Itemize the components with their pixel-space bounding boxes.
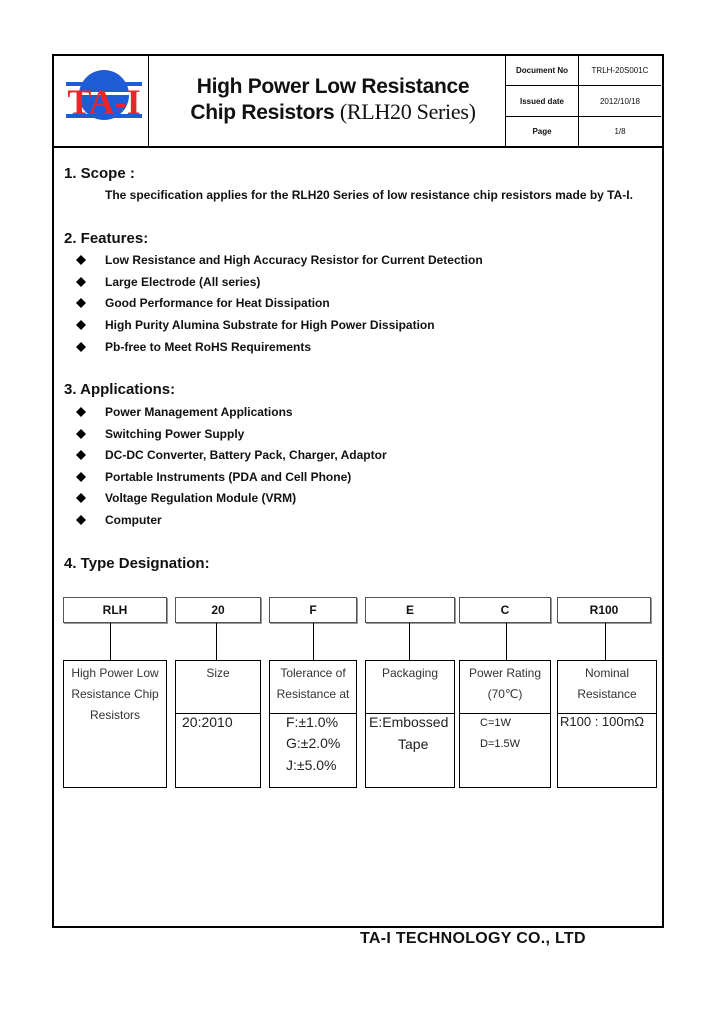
diamond-bullet-icon	[76, 472, 86, 482]
doc-no-label: Document No	[516, 66, 568, 75]
tolerance-value: G:±2.0%	[286, 735, 341, 751]
code-box-resistance: R100	[557, 597, 651, 623]
application-item: Computer	[105, 513, 162, 527]
code-box-size: 20	[175, 597, 261, 623]
connector-line	[313, 623, 314, 660]
desc-cell-tolerance	[269, 660, 357, 788]
series-desc-line: High Power Low	[71, 666, 159, 680]
series-desc-line: Resistors	[89, 708, 140, 722]
packaging-header: Packaging	[381, 666, 439, 680]
power-value: C=1W	[480, 717, 511, 729]
connector-line	[506, 623, 507, 660]
feature-item: Pb-free to Meet RoHS Requirements	[105, 340, 312, 354]
power-value: D=1.5W	[480, 738, 521, 750]
diamond-bullet-icon	[76, 493, 86, 503]
scope-text: The specification applies for the RLH20 Series of low resistance chip resistors made by TA-I.	[105, 188, 633, 202]
title-line-2	[150, 99, 516, 125]
code-box-tolerance: F	[269, 597, 357, 623]
feature-item: Large Electrode (All series)	[105, 275, 261, 289]
packaging-value: Tape	[398, 736, 429, 752]
diamond-bullet-icon	[76, 298, 86, 308]
diamond-bullet-icon	[76, 429, 86, 439]
applications-heading: 3. Applications:	[64, 381, 176, 398]
feature-item: Low Resistance and High Accuracy Resistor for Current Detection	[105, 253, 483, 267]
header-row-divider	[505, 116, 661, 117]
page-label: Page	[532, 127, 552, 136]
cell-divider	[460, 713, 550, 714]
diamond-bullet-icon	[76, 342, 86, 352]
title-main: Chip Resistors	[190, 101, 335, 124]
tolerance-header-line: Tolerance of	[280, 666, 346, 680]
code-box-series: RLH	[63, 597, 167, 623]
series-desc-line: Resistance Chip	[71, 687, 159, 701]
power-header-line: Power Rating	[468, 666, 542, 680]
header-col-divider	[148, 54, 149, 146]
issued-date-value: 2012/10/18	[599, 97, 641, 106]
application-item: Voltage Regulation Module (VRM)	[105, 491, 297, 505]
diamond-bullet-icon	[76, 277, 86, 287]
feature-item: Good Performance for Heat Dissipation	[105, 296, 330, 310]
application-item: Switching Power Supply	[105, 427, 245, 441]
diamond-bullet-icon	[76, 407, 86, 417]
desc-cell-packaging	[365, 660, 455, 788]
desc-cell-series	[63, 660, 167, 788]
tolerance-header	[270, 661, 356, 713]
header-divider	[52, 146, 662, 148]
tolerance-header-line: Resistance at	[276, 687, 350, 701]
page-value: 1/8	[614, 127, 626, 136]
diamond-bullet-icon	[76, 515, 86, 525]
diamond-bullet-icon	[76, 450, 86, 460]
title-series: (RLH20 Series)	[339, 99, 476, 124]
resistance-header-line: Nominal	[584, 666, 629, 680]
series-description	[64, 661, 166, 751]
company-name: TA-I TECHNOLOGY CO., LTD	[360, 930, 586, 947]
code-box-power: C	[459, 597, 551, 623]
resistance-header-line: Resistance	[577, 687, 637, 701]
feature-item: High Purity Alumina Substrate for High Power Dissipation	[105, 318, 435, 332]
issued-date-label: Issued date	[519, 97, 564, 106]
tolerance-value: J:±5.0%	[286, 757, 337, 773]
desc-cell-size	[175, 660, 261, 788]
resistance-value: R100 : 100mΩ	[560, 714, 645, 729]
title-line-1: High Power Low Resistance	[196, 75, 470, 98]
application-item: Power Management Applications	[105, 405, 293, 419]
diamond-bullet-icon	[76, 320, 86, 330]
code-box-packaging: E	[365, 597, 455, 623]
connector-line	[110, 623, 111, 660]
connector-line	[216, 623, 217, 660]
doc-no-value: TRLH-20S001C	[591, 66, 649, 75]
diamond-bullet-icon	[76, 255, 86, 265]
size-header: Size	[206, 666, 230, 680]
features-heading: 2. Features:	[64, 230, 149, 247]
connector-line	[605, 623, 606, 660]
power-header	[460, 661, 550, 713]
company-logo	[66, 62, 142, 130]
application-item: DC-DC Converter, Battery Pack, Charger, Adaptor	[105, 448, 387, 462]
scope-heading: 1. Scope :	[64, 165, 135, 182]
type-designation-heading: 4. Type Designation:	[64, 555, 210, 572]
desc-cell-power	[459, 660, 551, 788]
application-item: Portable Instruments (PDA and Cell Phone)	[105, 470, 352, 484]
packaging-value: E:Embossed	[369, 714, 449, 730]
logo-text: TA-I	[67, 82, 141, 122]
desc-cell-resistance	[557, 660, 657, 788]
header-row-divider	[505, 85, 661, 86]
size-value: 20:2010	[182, 714, 233, 730]
connector-line	[409, 623, 410, 660]
power-header-line: (70℃)	[487, 687, 523, 701]
tolerance-value: F:±1.0%	[286, 714, 339, 730]
document-title	[150, 74, 516, 125]
resistance-header	[558, 661, 656, 713]
